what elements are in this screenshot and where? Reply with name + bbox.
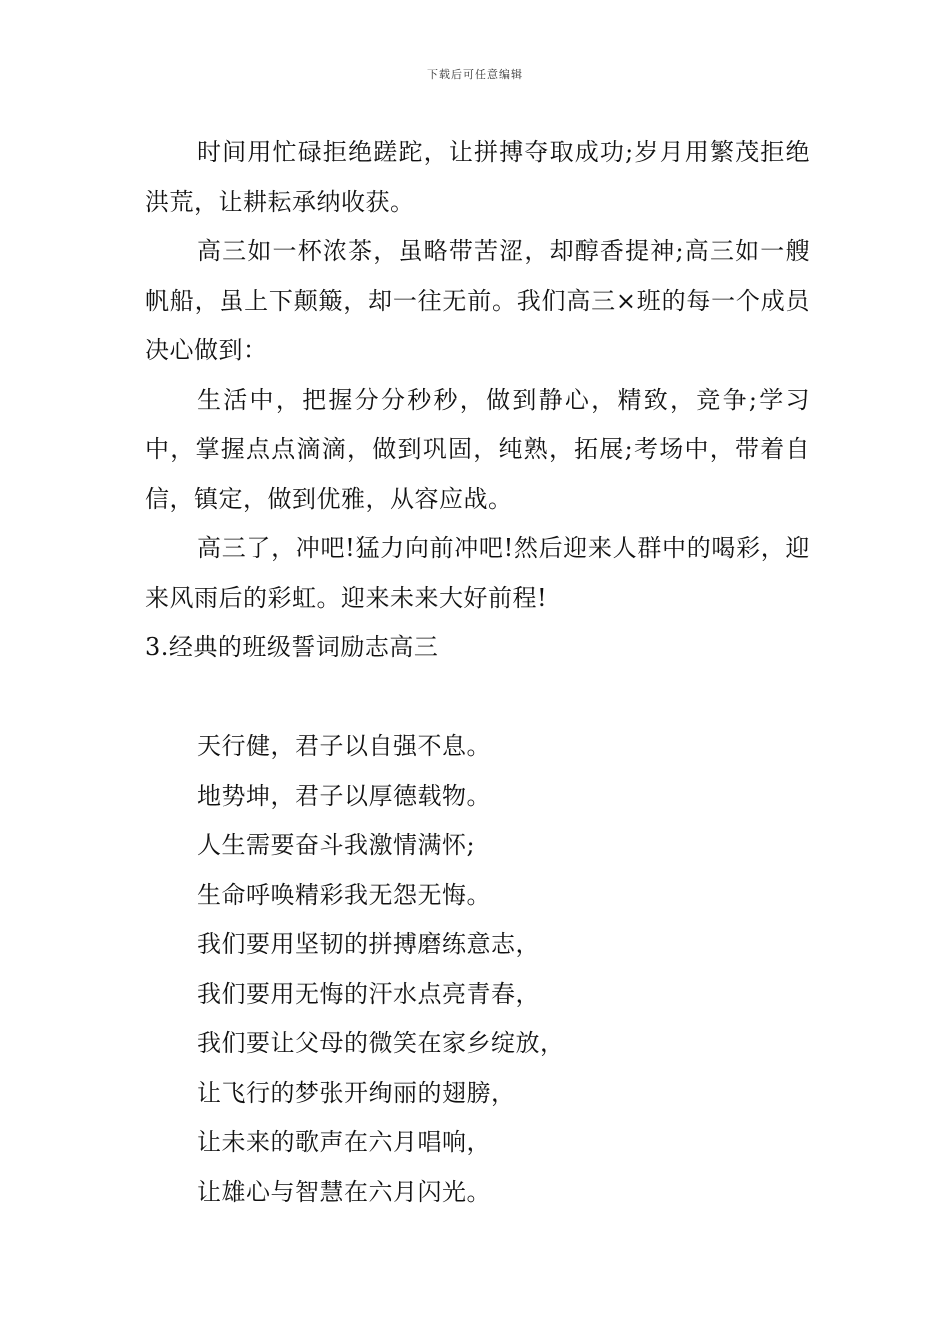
oath-poem (145, 722, 810, 1217)
poem-line-6: 我们要用无悔的汗水点亮青春， (197, 979, 540, 1008)
document-body (145, 128, 810, 1217)
page-header-note: 下载后可任意编辑 (427, 68, 523, 81)
poem-line-5: 我们要用坚韧的拼搏磨练意志， (197, 930, 540, 958)
paragraph-2: 高三如一杯浓茶，虽略带苦涩，却醇香提神;高三如一艘帆船，虽上下颠簸，却一往无前。我们高三×班的每一个成员决心做到： (145, 237, 810, 364)
poem-line-2: 地势坤，君子以厚德载物。 (197, 781, 491, 810)
paragraph-1: 时间用忙碌拒绝蹉跎，让拼搏夺取成功;岁月用繁茂拒绝洪荒，让耕耘承纳收获。 (145, 138, 810, 216)
poem-line-8: 让飞行的梦张开绚丽的翅膀， (197, 1078, 516, 1107)
poem-line-7: 我们要让父母的微笑在家乡绽放， (197, 1029, 565, 1057)
poem-line-3: 人生需要奋斗我激情满怀; (197, 831, 476, 859)
section-heading: 3.经典的班级誓词励志高三 (145, 633, 439, 661)
poem-line-9: 让未来的歌声在六月唱响， (197, 1128, 491, 1156)
blank-line (145, 673, 810, 723)
poem-line-4: 生命呼唤精彩我无怨无悔。 (197, 880, 491, 909)
poem-line-10: 让雄心与智慧在六月闪光。 (197, 1177, 491, 1206)
paragraph-4: 高三了，冲吧!猛力向前冲吧!然后迎来人群中的喝彩，迎来风雨后的彩虹。迎来未来大好前程! (145, 534, 810, 612)
poem-line-1: 天行健，君子以自强不息。 (197, 732, 491, 760)
paragraph-3: 生活中，把握分分秒秒，做到静心，精致，竞争;学习中，掌握点点滴滴，做到巩固，纯熟，拓展;考场中，带着自信，镇定，做到优雅，从容应战。 (145, 385, 810, 513)
